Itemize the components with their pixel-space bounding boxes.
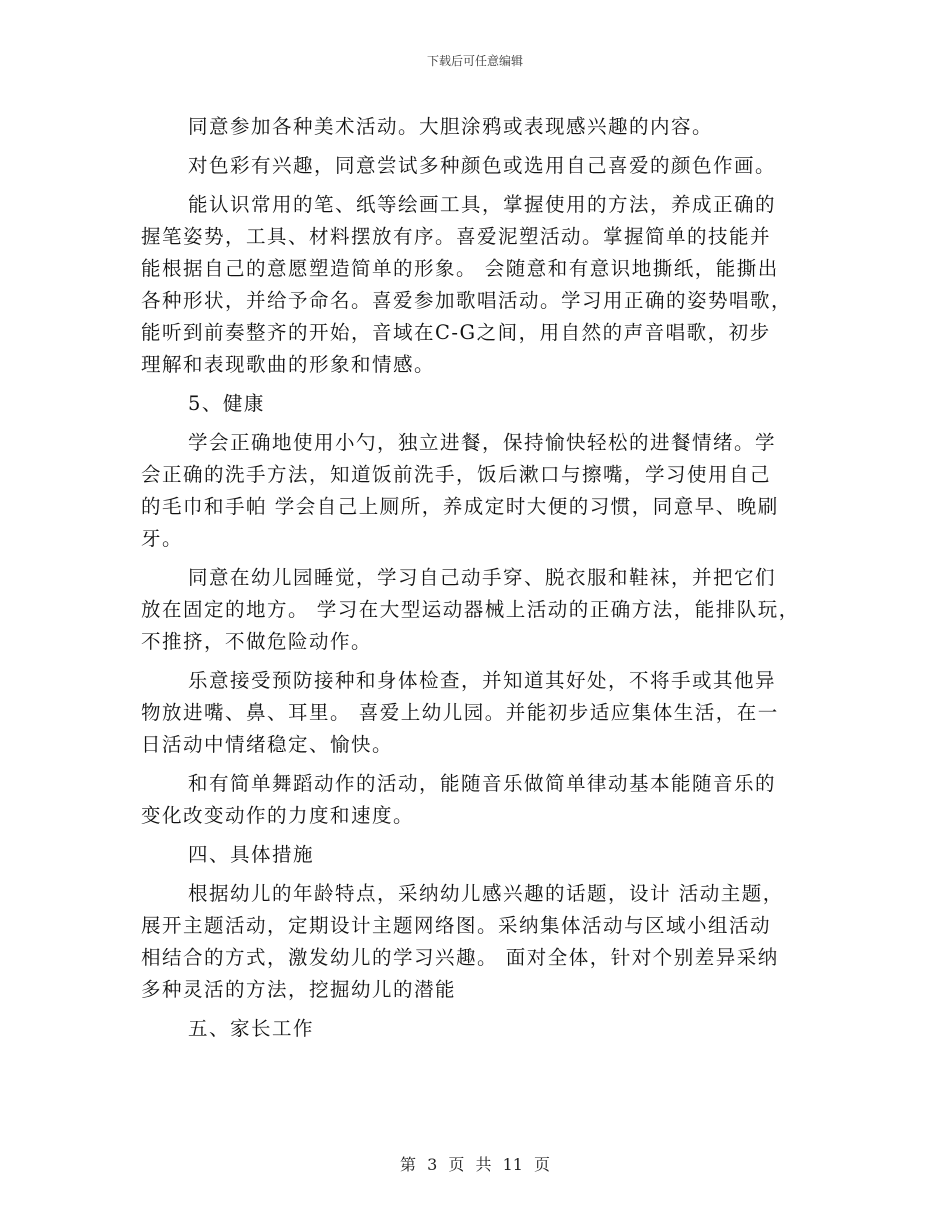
- text-line: 展开主题活动，定期设计主题网络图。采纳集体活动与区域小组活动: [141, 914, 772, 937]
- text-line: 变化改变动作的力度和速度。: [141, 804, 415, 827]
- text-line: 能认识常用的笔、纸等绘画工具，掌握使用的方法，养成正确的: [188, 193, 777, 216]
- text-line: 理解和表现歌曲的形象和情感。: [141, 353, 436, 376]
- paragraph: [141, 665, 821, 761]
- paragraph: [141, 839, 821, 871]
- page-mid-label: 页: [448, 1155, 465, 1174]
- text-line: 同意参加各种美术活动。大胆涂鸦或表现感兴趣的内容。: [188, 115, 714, 138]
- text-line: 能听到前奏整齐的开始，音域在C-G之间，用自然的声音唱歌，初步: [141, 321, 771, 344]
- document-body: [141, 111, 821, 1045]
- text-line: 四、具体措施: [188, 843, 315, 866]
- text-line: 日活动中情绪稳定、愉快。: [141, 733, 394, 756]
- text-line: 的毛巾和手帕 学会自己上厕所，养成定时大便的习惯，同意早、晚刷: [141, 495, 779, 518]
- text-line: 各种形状，并给予命名。喜爱参加歌唱活动。学习用正确的姿势唱歌，: [141, 289, 793, 312]
- text-line: 同意在幼儿园睡觉，学习自己动手穿、脱衣服和鞋袜，并把它们: [188, 566, 777, 589]
- text-line: 多种灵活的方法，挖掘幼儿的潜能: [141, 978, 457, 1001]
- paragraph: [141, 1013, 821, 1045]
- paragraph: [141, 427, 821, 555]
- page-footer: [0, 1155, 950, 1175]
- page-total: 11: [502, 1155, 523, 1174]
- text-line: 握笔姿势，工具、材料摆放有序。喜爱泥塑活动。掌握简单的技能并: [141, 225, 772, 248]
- text-line: 学会正确地使用小勺，独立进餐，保持愉快轻松的进餐情绪。学: [188, 431, 777, 454]
- paragraph: [141, 878, 821, 1006]
- text-line: 五、家长工作: [188, 1017, 315, 1040]
- paragraph: [141, 111, 821, 143]
- text-line: 对色彩有兴趣，同意尝试多种颜色或选用自己喜爱的颜色作画。: [188, 154, 777, 177]
- text-line: 能根据自己的意愿塑造简单的形象。 会随意和有意识地撕纸，能撕出: [141, 257, 779, 280]
- page-header: 下载后可任意编辑: [426, 54, 523, 68]
- paragraph: [141, 562, 821, 658]
- paragraph: [141, 388, 821, 420]
- page-end-label: 页: [534, 1155, 551, 1174]
- paragraph: [141, 150, 821, 182]
- text-line: 物放进嘴、鼻、耳里。 喜爱上幼儿园。并能初步适应集体生活，在一: [141, 701, 779, 724]
- text-line: 根据幼儿的年龄特点，采纳幼儿感兴趣的话题，设计 活动主题，: [188, 882, 784, 905]
- text-line: 相结合的方式，激发幼儿的学习兴趣。 面对全体，针对个别差异采纳: [141, 946, 779, 969]
- page-label: 第: [399, 1155, 416, 1174]
- text-line: 会正确的洗手方法，知道饭前洗手，饭后漱口与擦嘴，学习使用自己: [141, 463, 772, 486]
- text-line: 和有简单舞蹈动作的活动，能随音乐做简单律动基本能随音乐的: [188, 772, 777, 795]
- page-current: 3: [427, 1155, 438, 1174]
- text-line: 5、健康: [188, 392, 265, 415]
- text-line: 乐意接受预防接种和身体检查，并知道其好处，不将手或其他异: [188, 669, 777, 692]
- text-line: 牙。: [141, 527, 184, 550]
- text-line: 不推挤，不做危险动作。: [141, 630, 373, 653]
- paragraph: [141, 189, 821, 381]
- page-total-label: 共: [475, 1155, 492, 1174]
- text-line: 放在固定的地方。 学习在大型运动器械上活动的正确方法，能排队玩，: [141, 598, 800, 621]
- paragraph: [141, 768, 821, 832]
